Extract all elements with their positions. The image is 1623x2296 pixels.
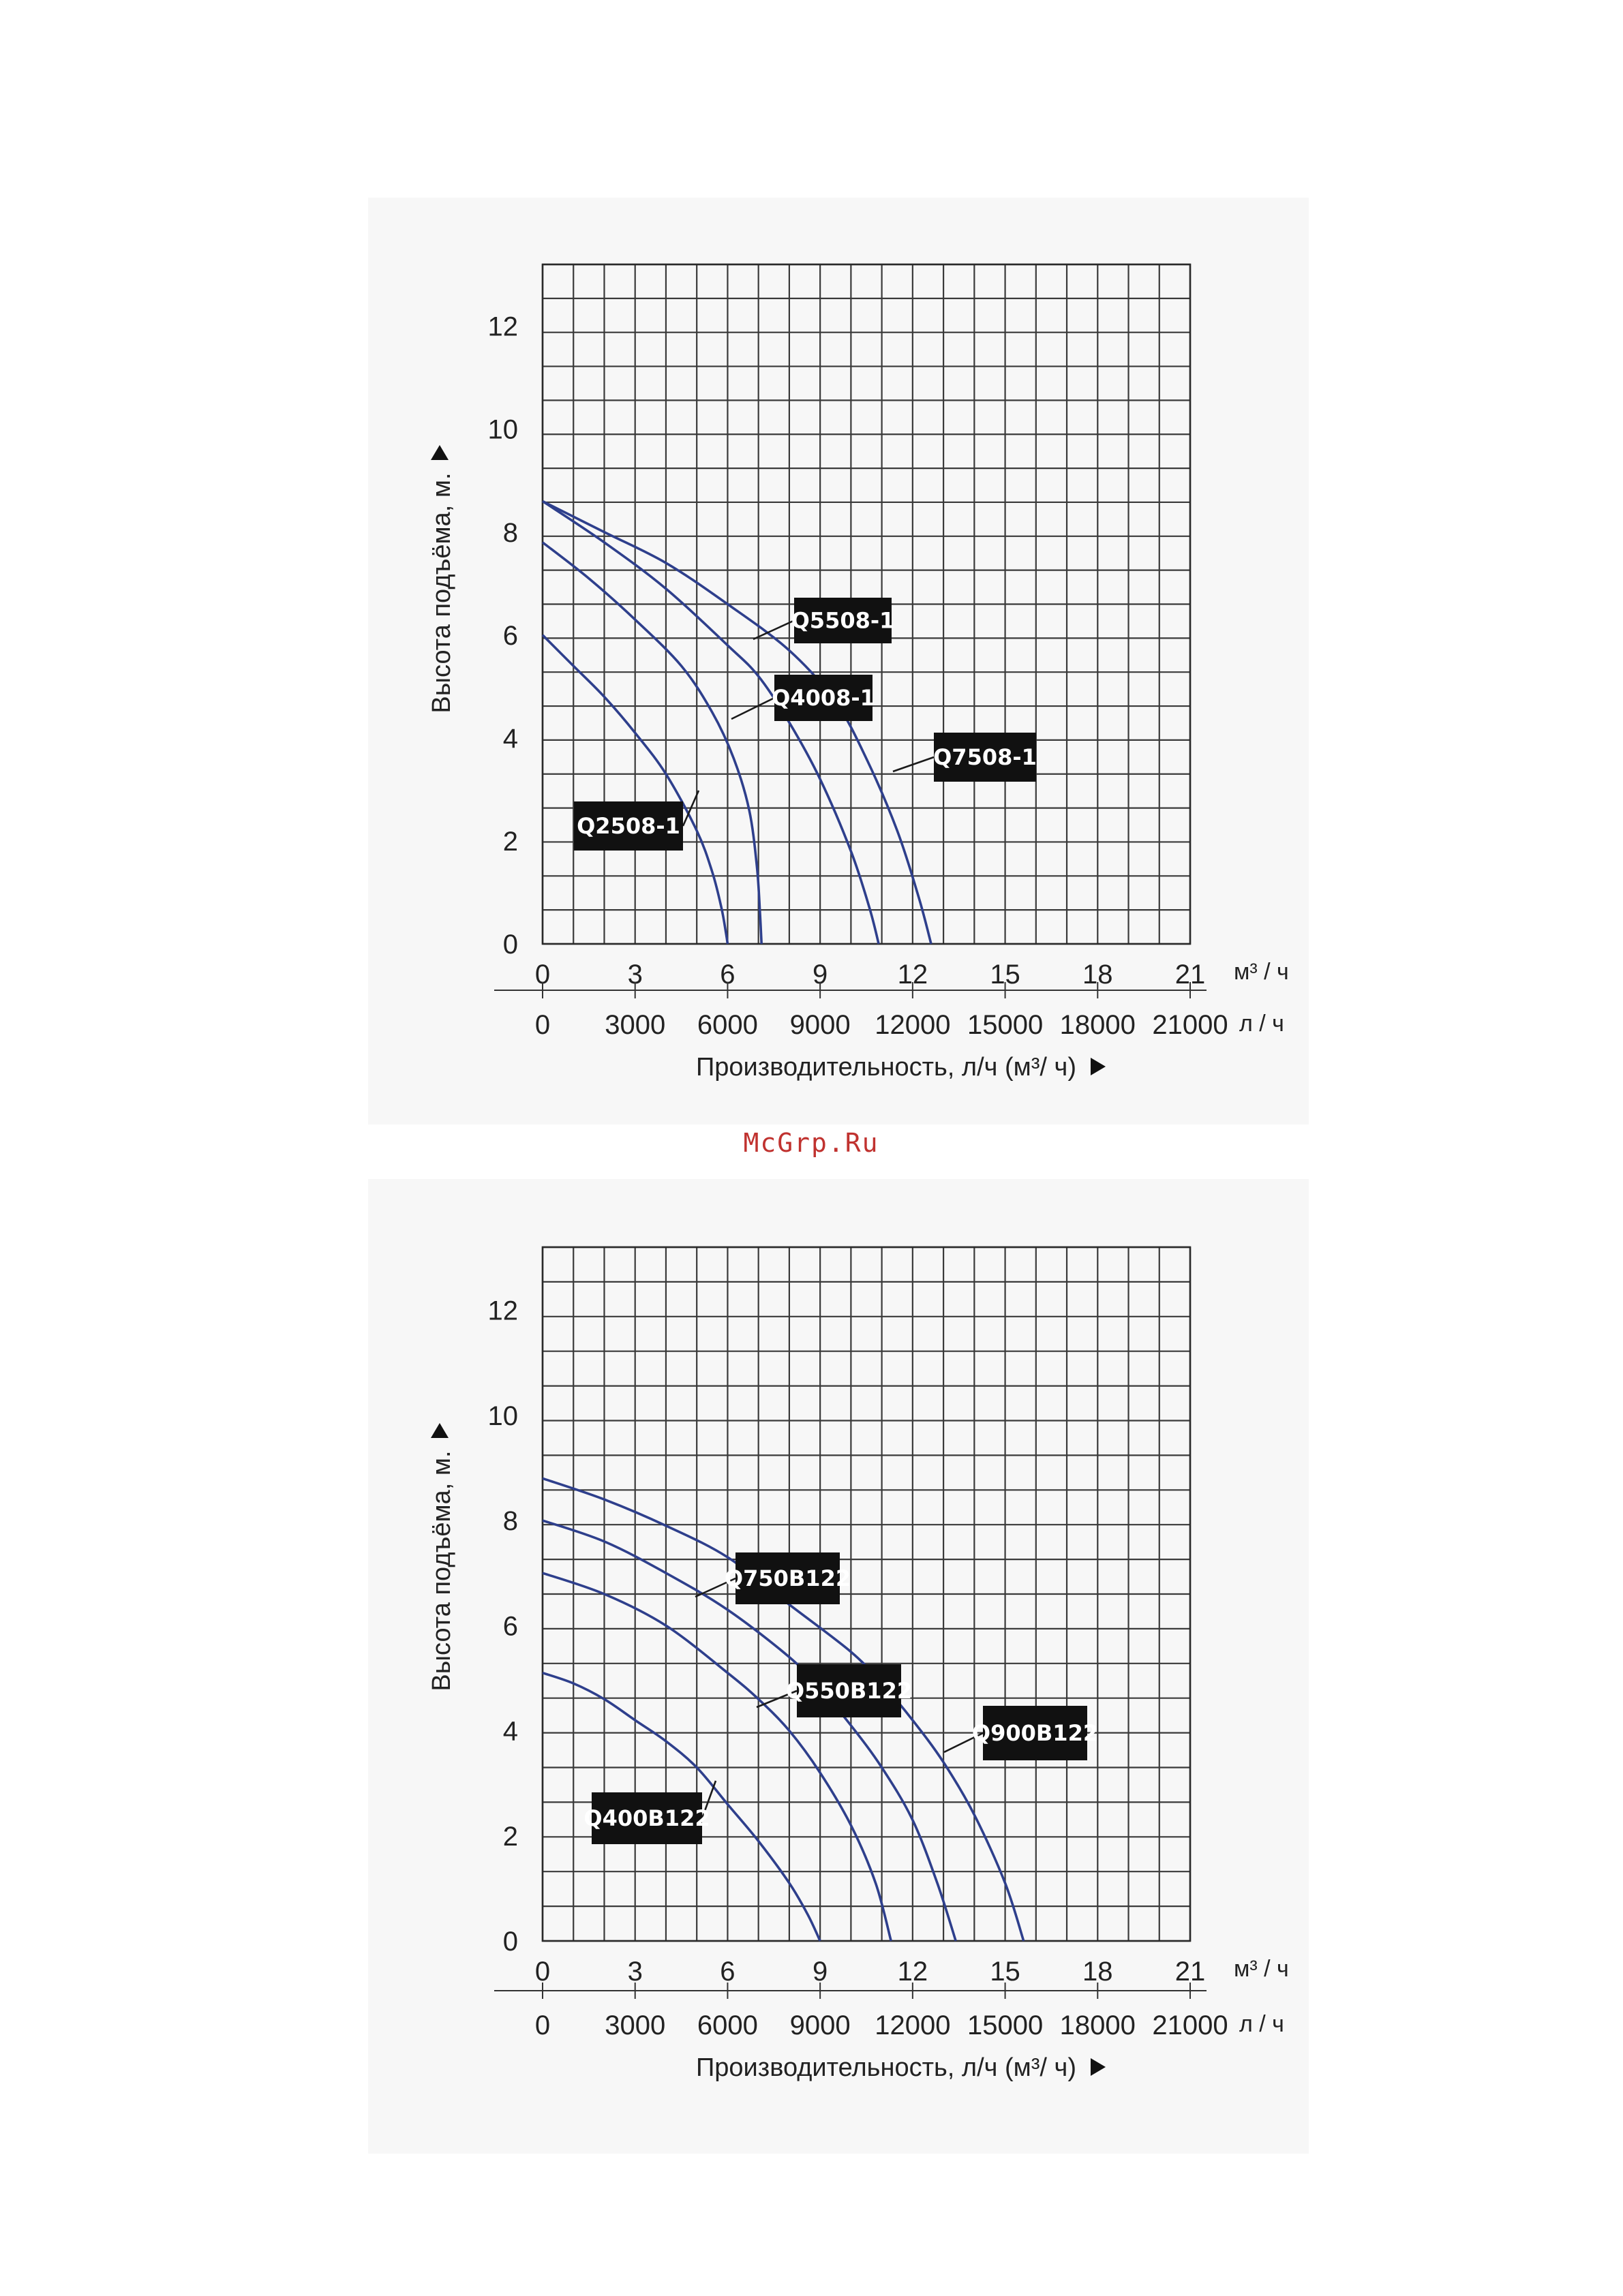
y-tick-label: 0 — [502, 1927, 518, 1957]
x-tick-label-l: 6000 — [697, 2010, 758, 2040]
x-tick-label-m3: 12 — [897, 1957, 928, 1987]
x-tick-label-l: 3000 — [605, 1010, 666, 1040]
x-unit-m3: м³ / ч — [1234, 959, 1289, 985]
series-label: Q750B122 — [724, 1565, 851, 1591]
y-axis-title: Высота подъёма, м. — [427, 1450, 456, 1692]
y-tick-label: 6 — [502, 1611, 518, 1642]
x-unit-m3: м³ / ч — [1234, 1956, 1289, 1982]
y-tick-label: 12 — [487, 311, 518, 342]
chart-top — [368, 198, 1309, 1124]
y-tick-label: 4 — [502, 723, 518, 754]
watermark: McGrp.Ru — [743, 1128, 879, 1158]
y-tick-label: 6 — [502, 620, 518, 651]
x-tick-label-m3: 0 — [534, 1957, 551, 1987]
y-tick-label: 10 — [487, 1400, 518, 1431]
y-tick-label: 0 — [502, 930, 518, 960]
x-tick-label-m3: 21 — [1174, 960, 1206, 990]
x-unit-l: л / ч — [1239, 1011, 1284, 1037]
x-tick-label-l: 9000 — [789, 1010, 851, 1040]
y-tick-label: 8 — [502, 1506, 518, 1537]
y-tick-label: 4 — [502, 1716, 518, 1747]
y-tick-label: 10 — [487, 414, 518, 445]
y-tick-label: 2 — [502, 826, 518, 857]
y-tick-label: 2 — [502, 1821, 518, 1852]
series-label: Q5508-1 — [791, 607, 895, 634]
x-tick-label-m3: 12 — [897, 960, 928, 990]
series-label: Q2508-1 — [577, 813, 680, 839]
y-axis-title: Высота подъёма, м. — [427, 472, 456, 714]
y-tick-label: 8 — [502, 517, 518, 548]
x-axis-title: Производительность, л/ч (м³/ ч) — [695, 2053, 1077, 2082]
x-tick-label-l: 15000 — [967, 1010, 1044, 1040]
x-tick-label-l: 0 — [534, 2010, 551, 2040]
x-tick-label-l: 18000 — [1059, 2010, 1136, 2040]
x-tick-label-m3: 18 — [1082, 1957, 1113, 1987]
chart-bottom — [368, 1179, 1309, 2154]
series-label: Q7508-1 — [933, 744, 1037, 770]
x-tick-label-l: 12000 — [875, 1010, 951, 1040]
x-tick-label-m3: 3 — [627, 1957, 643, 1987]
y-axis-title-group — [427, 445, 456, 714]
x-tick-label-m3: 15 — [990, 960, 1020, 990]
x-tick-label-l: 9000 — [789, 2010, 851, 2040]
x-tick-label-m3: 3 — [627, 960, 643, 990]
x-tick-label-l: 21000 — [1152, 1010, 1228, 1040]
series-label: Q550B122 — [785, 1678, 913, 1704]
x-tick-label-m3: 15 — [990, 1957, 1020, 1987]
y-tick-label: 12 — [487, 1296, 518, 1326]
x-tick-label-m3: 9 — [813, 960, 828, 990]
x-unit-l: л / ч — [1239, 2011, 1284, 2037]
x-axis-title: Производительность, л/ч (м³/ ч) — [695, 1053, 1077, 1082]
x-tick-label-m3: 18 — [1082, 960, 1113, 990]
x-tick-label-m3: 0 — [534, 960, 551, 990]
series-label: Q4008-1 — [772, 685, 875, 711]
x-tick-label-l: 18000 — [1059, 1010, 1136, 1040]
x-tick-label-m3: 21 — [1174, 1957, 1206, 1987]
x-tick-label-l: 6000 — [697, 1010, 758, 1040]
y-axis-title-group — [427, 1423, 456, 1692]
x-tick-label-m3: 6 — [720, 1957, 735, 1987]
x-tick-label-l: 21000 — [1152, 2010, 1228, 2040]
series-label: Q900B122 — [971, 1720, 1099, 1746]
x-tick-label-m3: 6 — [720, 960, 735, 990]
x-tick-label-l: 3000 — [605, 2010, 666, 2040]
x-tick-label-l: 12000 — [875, 2010, 951, 2040]
x-tick-label-m3: 9 — [813, 1957, 828, 1987]
x-tick-label-l: 15000 — [967, 2010, 1044, 2040]
series-label: Q400B122 — [583, 1805, 710, 1831]
x-tick-label-l: 0 — [534, 1010, 551, 1040]
